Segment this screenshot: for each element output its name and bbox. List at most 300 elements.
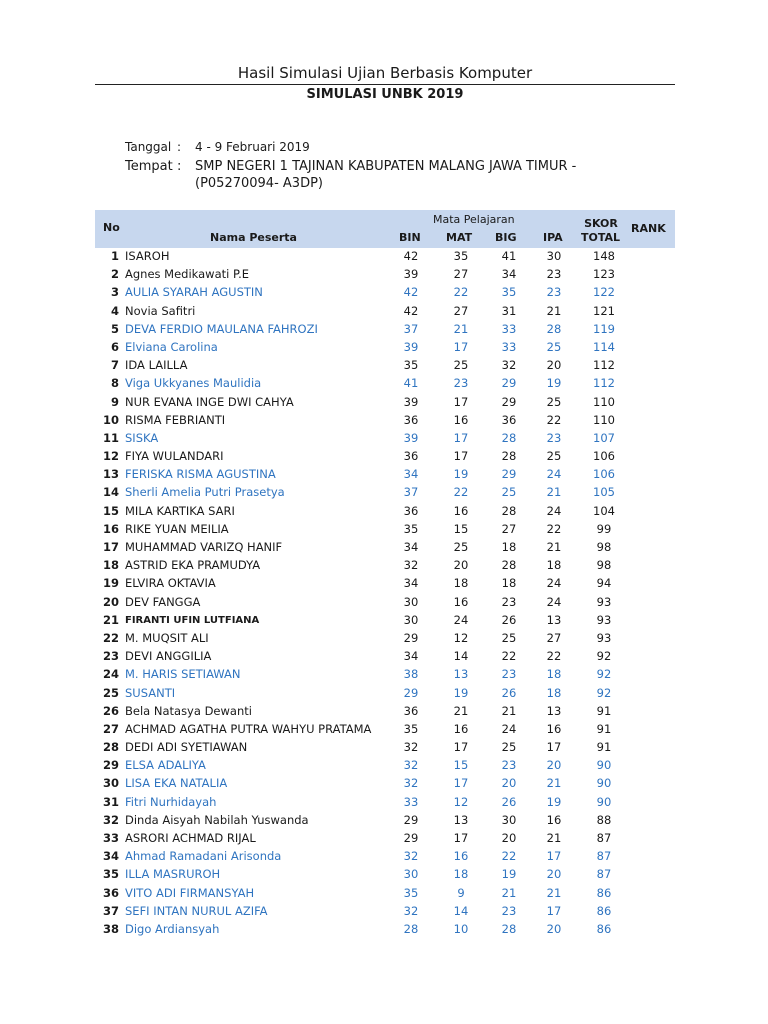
header-ipa: IPA: [543, 231, 563, 244]
score-bin: 30: [403, 612, 419, 627]
score-big: 23: [501, 594, 517, 609]
score-ipa: 21: [546, 885, 562, 900]
participant-name: RIKE YUAN MEILIA: [125, 521, 229, 536]
score-total: 122: [593, 285, 615, 300]
score-mat: 27: [453, 303, 469, 318]
row-number: 5: [110, 321, 119, 336]
score-mat: 15: [453, 521, 469, 536]
row-number: 31: [102, 794, 119, 809]
score-ipa: 30: [546, 249, 562, 263]
row-number: 33: [102, 831, 119, 845]
score-mat: 17: [453, 394, 469, 409]
score-bin: 38: [403, 667, 419, 682]
score-ipa: 22: [546, 412, 562, 427]
header-mat: MAT: [446, 231, 473, 244]
score-total: 87: [596, 831, 612, 845]
score-big: 28: [501, 558, 517, 573]
score-bin: 32: [403, 903, 419, 918]
participant-name: NUR EVANA INGE DWI CAHYA: [125, 394, 294, 409]
place-label: Tempat: [125, 159, 173, 174]
participant-name: AULIA SYARAH AGUSTIN: [125, 285, 263, 300]
score-mat: 23: [453, 376, 469, 391]
score-big: 28: [501, 503, 517, 518]
score-big: 23: [501, 758, 517, 773]
table-row: [95, 575, 675, 593]
row-number: 12: [102, 449, 119, 464]
table-row: [95, 321, 675, 339]
score-total: 112: [593, 376, 615, 391]
score-bin: 32: [403, 758, 419, 773]
participant-name: MILA KARTIKA SARI: [125, 503, 235, 518]
score-total: 86: [596, 921, 612, 936]
score-mat: 20: [453, 558, 469, 573]
score-mat: 17: [453, 740, 469, 755]
header-mata-pelajaran: Mata Pelajaran: [433, 213, 515, 226]
score-mat: 16: [453, 849, 469, 864]
score-bin: 29: [403, 630, 419, 645]
score-mat: 21: [453, 321, 469, 336]
score-mat: 27: [453, 267, 469, 282]
score-total: 90: [596, 776, 612, 791]
score-big: 25: [501, 485, 517, 500]
score-mat: 16: [453, 594, 469, 609]
participant-name: ASTRID EKA PRAMUDYA: [125, 558, 261, 573]
score-mat: 14: [453, 649, 469, 664]
table-row: [95, 557, 675, 575]
score-bin: 29: [403, 831, 419, 845]
score-mat: 25: [453, 358, 469, 373]
participant-name: DEDI ADI SYETIAWAN: [125, 740, 248, 755]
score-mat: 19: [453, 685, 469, 700]
score-ipa: 16: [546, 812, 562, 827]
score-big: 26: [501, 794, 517, 809]
score-ipa: 22: [546, 649, 562, 664]
score-bin: 42: [403, 303, 419, 318]
table-row: [95, 903, 675, 921]
score-big: 33: [501, 339, 517, 354]
place-value: SMP NEGERI 1 TAJINAN KABUPATEN MALANG JAWA TIMUR - (P05270094- A3DP): [195, 159, 577, 191]
row-number: 34: [102, 849, 119, 864]
score-mat: 13: [453, 812, 469, 827]
score-big: 29: [501, 376, 517, 391]
score-big: 33: [501, 321, 517, 336]
score-mat: 18: [453, 576, 469, 591]
participant-name: ELSA ADALIYA: [125, 758, 206, 773]
row-number: 38: [102, 921, 119, 936]
table-row: [95, 739, 675, 757]
table-row: [95, 521, 675, 539]
score-mat: 21: [453, 703, 469, 718]
row-number: 32: [102, 812, 119, 827]
participant-name: Sherli Amelia Putri Prasetya: [125, 485, 285, 500]
score-total: 86: [596, 903, 612, 918]
score-ipa: 21: [546, 303, 562, 318]
table-row: [95, 648, 675, 666]
score-mat: 17: [453, 339, 469, 354]
score-mat: 17: [453, 776, 469, 791]
score-ipa: 17: [546, 849, 562, 864]
participant-name: Digo Ardiansyah: [125, 921, 220, 936]
score-ipa: 13: [546, 612, 562, 627]
score-total: 92: [596, 685, 612, 700]
score-ipa: 18: [546, 685, 562, 700]
score-total: 148: [593, 249, 615, 263]
row-number: 24: [102, 667, 119, 682]
score-total: 107: [593, 430, 615, 445]
table-row: [95, 284, 675, 302]
table-row: [95, 466, 675, 484]
score-mat: 25: [453, 540, 469, 554]
table-row: [95, 430, 675, 448]
score-total: 121: [593, 303, 615, 318]
score-big: 25: [501, 630, 517, 645]
score-big: 32: [501, 358, 517, 373]
participant-name: RISMA FEBRIANTI: [125, 412, 226, 427]
score-mat: 22: [453, 485, 469, 500]
score-mat: 19: [453, 467, 469, 482]
date-info: [125, 138, 310, 156]
score-total: 105: [593, 485, 615, 500]
score-big: 36: [501, 412, 517, 427]
score-bin: 42: [403, 285, 419, 300]
score-bin: 34: [403, 540, 419, 554]
row-number: 3: [110, 285, 119, 300]
table-row: [95, 503, 675, 521]
participant-name: Fitri Nurhidayah: [125, 794, 217, 809]
score-big: 27: [501, 521, 517, 536]
score-ipa: 25: [546, 339, 562, 354]
score-bin: 30: [403, 867, 419, 882]
score-mat: 15: [453, 758, 469, 773]
table-row: [95, 812, 675, 830]
score-bin: 32: [403, 558, 419, 573]
participant-name: Novia Safitri: [125, 303, 196, 318]
table-row: [95, 303, 675, 321]
score-ipa: 21: [546, 831, 562, 845]
score-ipa: 20: [546, 758, 562, 773]
header-bin: BIN: [399, 231, 421, 244]
row-number: 29: [102, 758, 119, 773]
date-colon: :: [177, 140, 182, 154]
score-bin: 35: [403, 521, 419, 536]
score-total: 106: [593, 449, 615, 464]
participant-name: DEV FANGGA: [125, 594, 201, 609]
score-mat: 16: [453, 503, 469, 518]
score-big: 29: [501, 467, 517, 482]
score-total: 119: [593, 321, 615, 336]
score-big: 22: [501, 849, 517, 864]
row-number: 30: [102, 776, 119, 791]
row-number: 10: [102, 412, 119, 427]
score-ipa: 23: [546, 285, 562, 300]
score-ipa: 16: [546, 721, 562, 736]
score-big: 34: [501, 267, 517, 282]
score-big: 30: [501, 812, 517, 827]
row-number: 23: [102, 649, 119, 664]
score-ipa: 21: [546, 776, 562, 791]
table-row: [95, 830, 675, 848]
score-ipa: 24: [546, 594, 562, 609]
score-bin: 36: [403, 412, 419, 427]
score-big: 19: [501, 867, 517, 882]
score-total: 110: [593, 412, 615, 427]
row-number: 13: [102, 467, 119, 482]
participant-name: FIRANTI UFIN LUTFIANA: [125, 614, 260, 626]
score-mat: 12: [453, 794, 469, 809]
participant-name: ILLA MASRUROH: [125, 867, 221, 882]
row-number: 37: [102, 903, 119, 918]
score-big: 21: [501, 885, 517, 900]
participant-name: SISKA: [125, 430, 159, 445]
row-number: 6: [110, 339, 119, 354]
participant-name: ASRORI ACHMAD RIJAL: [125, 831, 256, 845]
date-label: Tanggal: [125, 140, 172, 154]
row-number: 14: [102, 485, 119, 500]
table-row: [95, 885, 675, 903]
score-mat: 24: [453, 612, 469, 627]
score-mat: 12: [453, 630, 469, 645]
row-number: 25: [102, 685, 119, 700]
table-row: [95, 630, 675, 648]
table-header: [95, 210, 675, 248]
table-row: [95, 394, 675, 412]
score-total: 87: [596, 849, 612, 864]
score-bin: 36: [403, 503, 419, 518]
score-bin: 29: [403, 685, 419, 700]
participant-name: ELVIRA OKTAVIA: [125, 576, 216, 591]
row-number: 19: [102, 576, 119, 591]
document-title: Hasil Simulasi Ujian Berbasis Komputer: [237, 64, 533, 82]
score-bin: 34: [403, 576, 419, 591]
score-total: 91: [596, 721, 612, 736]
row-number: 7: [110, 358, 119, 373]
score-total: 98: [596, 540, 612, 554]
score-mat: 17: [453, 449, 469, 464]
score-ipa: 18: [546, 667, 562, 682]
score-big: 35: [501, 285, 517, 300]
score-big: 26: [501, 612, 517, 627]
participant-name: SUSANTI: [125, 685, 176, 700]
score-mat: 17: [453, 831, 469, 845]
header-total: TOTAL: [581, 231, 621, 244]
score-big: 20: [501, 831, 517, 845]
score-total: 112: [593, 358, 615, 373]
score-ipa: 28: [546, 321, 562, 336]
score-bin: 39: [403, 394, 419, 409]
participant-name: Bela Natasya Dewanti: [125, 703, 252, 718]
score-big: 28: [501, 430, 517, 445]
table-row: [95, 539, 675, 557]
score-big: 18: [501, 540, 517, 554]
header-skor: SKOR: [584, 217, 618, 230]
score-ipa: 13: [546, 703, 562, 718]
score-ipa: 22: [546, 521, 562, 536]
score-bin: 29: [403, 812, 419, 827]
score-total: 90: [596, 758, 612, 773]
row-number: 26: [102, 703, 119, 718]
score-total: 99: [596, 521, 612, 536]
score-bin: 36: [403, 703, 419, 718]
table-row: [95, 412, 675, 430]
score-ipa: 21: [546, 540, 562, 554]
score-big: 21: [501, 703, 517, 718]
row-number: 2: [110, 267, 119, 282]
score-bin: 35: [403, 721, 419, 736]
score-mat: 35: [453, 249, 469, 263]
score-ipa: 20: [546, 867, 562, 882]
row-number: 15: [102, 503, 119, 518]
place-colon: :: [177, 159, 182, 174]
score-total: 87: [596, 867, 612, 882]
score-bin: 35: [403, 885, 419, 900]
table-row: [95, 866, 675, 884]
score-bin: 30: [403, 594, 419, 609]
table-row: [95, 339, 675, 357]
score-total: 98: [596, 558, 612, 573]
score-bin: 35: [403, 358, 419, 373]
row-number: 27: [102, 721, 119, 736]
score-mat: 16: [453, 412, 469, 427]
score-big: 26: [501, 685, 517, 700]
score-bin: 39: [403, 267, 419, 282]
participant-name: Viga Ukkyanes Maulidia: [125, 376, 262, 391]
score-ipa: 23: [546, 430, 562, 445]
participant-name: ISAROH: [125, 249, 170, 263]
row-number: 36: [102, 885, 119, 900]
score-big: 20: [501, 776, 517, 791]
row-number: 35: [102, 867, 119, 882]
score-total: 93: [596, 594, 612, 609]
score-bin: 32: [403, 740, 419, 755]
score-big: 25: [501, 740, 517, 755]
row-number: 8: [110, 376, 119, 391]
row-number: 21: [102, 612, 119, 627]
participant-name: VITO ADI FIRMANSYAH: [125, 885, 255, 900]
score-bin: 39: [403, 430, 419, 445]
participant-name: SEFI INTAN NURUL AZIFA: [125, 903, 268, 918]
score-ipa: 19: [546, 794, 562, 809]
score-bin: 28: [403, 921, 419, 936]
participant-name: ACHMAD AGATHA PUTRA WAHYU PRATAMA: [125, 721, 372, 736]
row-number: 4: [110, 303, 119, 318]
row-number: 28: [102, 740, 119, 755]
score-big: 31: [501, 303, 517, 318]
score-big: 18: [501, 576, 517, 591]
participant-name: IDA LAILLA: [125, 358, 188, 373]
participant-name: Ahmad Ramadani Arisonda: [125, 849, 282, 864]
score-mat: 18: [453, 867, 469, 882]
header-name: Nama Peserta: [210, 231, 297, 244]
table-row: [95, 703, 675, 721]
score-total: 123: [593, 267, 615, 282]
score-ipa: 24: [546, 503, 562, 518]
date-value: 4 - 9 Februari 2019: [195, 140, 310, 154]
results-table-body: [95, 248, 675, 939]
score-total: 110: [593, 394, 615, 409]
score-total: 86: [596, 885, 612, 900]
score-total: 92: [596, 649, 612, 664]
score-ipa: 23: [546, 267, 562, 282]
score-mat: 17: [453, 430, 469, 445]
row-number: 1: [110, 249, 119, 263]
score-big: 22: [501, 649, 517, 664]
participant-name: M. MUQSIT ALI: [125, 630, 209, 645]
header-no: No: [103, 221, 120, 234]
row-number: 11: [102, 430, 119, 445]
score-bin: 32: [403, 849, 419, 864]
score-ipa: 17: [546, 903, 562, 918]
table-row: [95, 921, 675, 939]
score-mat: 14: [453, 903, 469, 918]
score-big: 41: [501, 249, 517, 263]
row-number: 20: [102, 594, 119, 609]
score-mat: 10: [453, 921, 469, 936]
score-mat: 9: [457, 885, 465, 900]
score-bin: 36: [403, 449, 419, 464]
table-row: [95, 357, 675, 375]
table-row: [95, 685, 675, 703]
score-ipa: 20: [546, 358, 562, 373]
row-number: 18: [102, 558, 119, 573]
participant-name: Elviana Carolina: [125, 339, 218, 354]
score-big: 28: [501, 449, 517, 464]
participant-name: M. HARIS SETIAWAN: [125, 667, 241, 682]
score-big: 23: [501, 667, 517, 682]
score-bin: 42: [403, 249, 419, 263]
score-bin: 34: [403, 649, 419, 664]
table-row: [95, 448, 675, 466]
score-big: 24: [501, 721, 517, 736]
header-rank: RANK: [631, 222, 666, 235]
table-row: [95, 594, 675, 612]
score-ipa: 21: [546, 485, 562, 500]
score-big: 23: [501, 903, 517, 918]
row-number: 16: [102, 521, 119, 536]
header-big: BIG: [495, 231, 517, 244]
score-bin: 37: [403, 321, 419, 336]
table-row: [95, 666, 675, 684]
row-number: 9: [110, 394, 119, 409]
table-row: [95, 775, 675, 793]
participant-name: Dinda Aisyah Nabilah Yuswanda: [125, 812, 309, 827]
score-total: 93: [596, 630, 612, 645]
participant-name: DEVI ANGGILIA: [125, 649, 212, 664]
score-ipa: 27: [546, 630, 562, 645]
score-mat: 16: [453, 721, 469, 736]
table-row: [95, 248, 675, 266]
table-row: [95, 484, 675, 502]
score-ipa: 24: [546, 467, 562, 482]
score-total: 104: [593, 503, 615, 518]
score-total: 91: [596, 703, 612, 718]
participant-name: FIYA WULANDARI: [125, 449, 224, 464]
document-subtitle: SIMULASI UNBK 2019: [306, 87, 464, 102]
score-ipa: 25: [546, 449, 562, 464]
score-total: 88: [596, 812, 612, 827]
participant-name: MUHAMMAD VARIZQ HANIF: [125, 540, 283, 554]
score-mat: 22: [453, 285, 469, 300]
table-row: [95, 848, 675, 866]
row-number: 22: [102, 630, 119, 645]
score-bin: 33: [403, 794, 419, 809]
score-total: 91: [596, 740, 612, 755]
score-total: 90: [596, 794, 612, 809]
score-big: 28: [501, 921, 517, 936]
table-row: [95, 721, 675, 739]
participant-name: FERISKA RISMA AGUSTINA: [125, 467, 276, 482]
score-ipa: 19: [546, 376, 562, 391]
score-ipa: 20: [546, 921, 562, 936]
